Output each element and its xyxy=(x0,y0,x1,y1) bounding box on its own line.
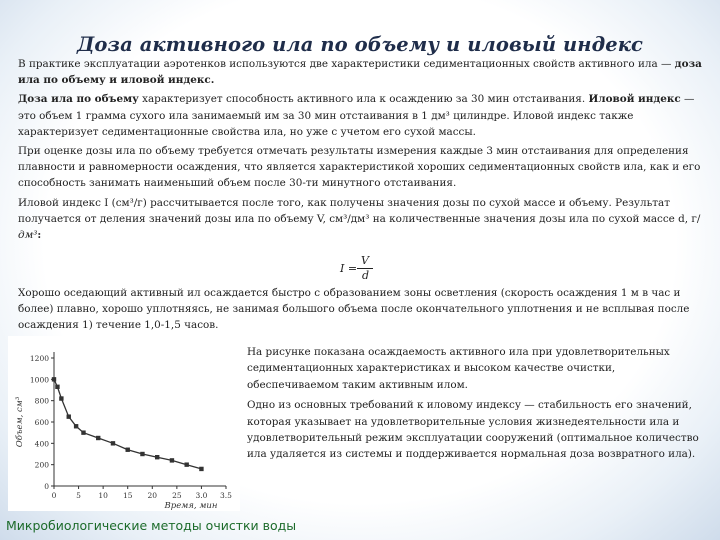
data-point xyxy=(199,467,203,471)
settling-text xyxy=(18,285,704,334)
intro-bold: доза ила по объему и иловой индекс. xyxy=(18,58,702,87)
y-tick-label: 1200 xyxy=(29,354,49,363)
data-point xyxy=(67,414,71,418)
definition-term-index: Иловой индекс xyxy=(588,93,681,106)
data-point xyxy=(81,430,85,434)
y-axis-label: Объем, см³ xyxy=(15,396,25,448)
footer-caption: Микробиологические методы очистки воды xyxy=(6,518,297,533)
intro-text: В практике эксплуатации аэротенков используются две характеристики седиментационных свойств активного ила — xyxy=(18,58,675,70)
data-point xyxy=(59,396,63,400)
data-point xyxy=(184,462,188,466)
x-tick-label: 3.5 xyxy=(220,491,232,500)
series-points xyxy=(52,377,204,471)
definition-text-index: — это объем 1 грамма сухого ила занимаемый им за 30 мин отстаивания в 1 дм³ цилиндре. Иловой индекс также характеризует седиментационные свойства ила, но уже с учетом его сухой массы. xyxy=(18,93,695,138)
x-tick-label: 25 xyxy=(172,491,182,500)
x-tick-label: 20 xyxy=(147,491,158,500)
calculation-colon: : xyxy=(37,229,42,242)
chart-axes xyxy=(54,352,226,486)
chart-y-ticks xyxy=(30,354,54,491)
side-paragraph-figure: На рисунке показана осаждаемость активного ила при удовлетворительных седиментационных характеристиках и высоком качестве очистки, обеспечиваемом таким активным илом. xyxy=(247,346,670,391)
data-point xyxy=(74,424,78,428)
data-point xyxy=(96,436,100,440)
formula-denominator: d xyxy=(362,269,370,282)
settling-chart-svg xyxy=(8,336,240,511)
data-point xyxy=(155,455,159,459)
calculation-unit: дм³ xyxy=(18,229,38,242)
side-paragraph-requirements: Одно из основных требований к иловому индексу — стабильность его значений, которая указывает на удовлетворительные условия жизнедеятельности ила и удовлетворительный режим эксплуатации сооружений (оптимальное количество ила удаляется из системы и поддерживается нормальная доза возвратного ила). xyxy=(247,399,699,461)
settling-paragraph: Хорошо оседающий активный ил осаждается быстро с образованием зоны осветления (скорость осаждения 1 м в час и более) плавно, хорошо уплотняясь, не занимая большого объема после окончательного уплотнения и не всплывая после осаждения 1) течение 1,0-1,5 часов. xyxy=(18,287,690,332)
y-tick-label: 600 xyxy=(34,418,49,427)
y-tick-label: 400 xyxy=(34,439,49,449)
x-tick-label: 3.0 xyxy=(195,491,208,500)
x-tick-label: 5 xyxy=(76,491,81,500)
calculation-paragraph xyxy=(18,195,704,244)
calculation-text: Иловой индекс I (см³/г) рассчитывается после того, как получены значения дозы по сухой массе и объему. Результат получается от деления значений дозы ила по объему V, см³/дм³ на количественные значения дозы ила по сухой массе d, г/ xyxy=(18,196,701,225)
data-point xyxy=(126,448,130,452)
page-title: Доза активного ила по объему и иловый индекс xyxy=(76,33,644,56)
y-tick-label: 0 xyxy=(44,482,49,491)
side-text xyxy=(247,344,707,467)
x-tick-label: 10 xyxy=(98,491,108,500)
main-text xyxy=(18,56,704,246)
formula-lhs: I = xyxy=(340,262,358,275)
definition-text-dose: характеризует способность активного ила к осаждению за 30 мин отстаивания. xyxy=(138,93,589,106)
y-tick-label: 1000 xyxy=(29,375,49,385)
y-tick-label: 800 xyxy=(34,396,49,406)
x-axis-label: Время, мин xyxy=(164,501,218,511)
data-point xyxy=(55,385,59,389)
measurement-paragraph: При оценке дозы ила по объему требуется отмечать результаты измерения каждые 3 мин отстаивания для определения плавности и равномерности осаждения, что является характеристикой хороших седиментационных свойств ила, как и его способность занимать наименьший объем после 30-ти минутного отстаивания. xyxy=(18,145,701,190)
x-tick-label: 0 xyxy=(51,491,57,500)
index-formula xyxy=(338,254,378,284)
settling-chart xyxy=(8,336,240,511)
y-tick-label: 200 xyxy=(34,460,49,470)
formula-numerator: V xyxy=(361,254,369,267)
data-point xyxy=(52,377,56,381)
x-tick-label: 15 xyxy=(122,491,133,500)
intro-paragraph xyxy=(18,56,704,88)
data-point xyxy=(170,458,174,462)
definition-paragraph xyxy=(18,91,704,140)
chart-x-ticks xyxy=(52,486,233,500)
definition-term-dose: Доза ила по объему xyxy=(18,93,139,106)
data-point xyxy=(111,441,115,445)
data-point xyxy=(140,452,144,456)
